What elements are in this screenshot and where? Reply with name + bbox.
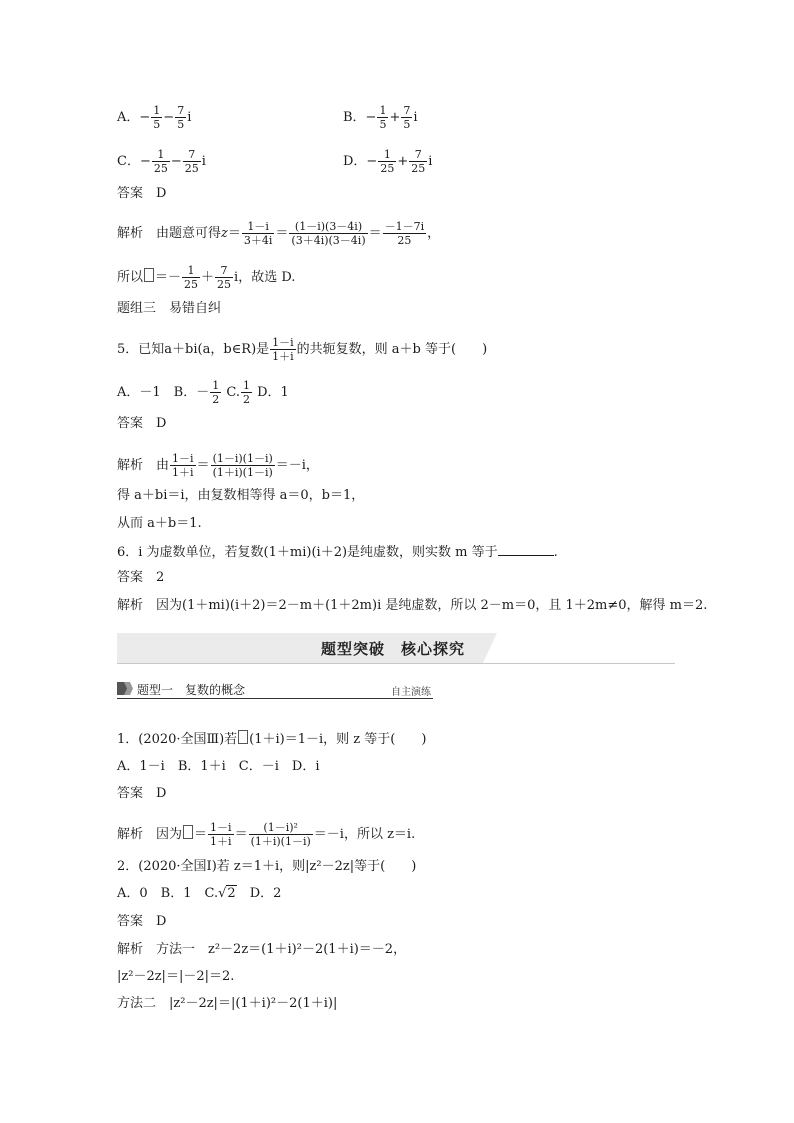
q4-option-a: A．− $\frac{1}{5}$ − $\frac{7}{5}$ i [117,104,192,131]
fraction: $\frac{\text{(1－i)²}}{(1+i)(1-i)}$ [250,821,311,848]
fraction: $\frac{7}{25}$ [217,264,232,291]
fraction: $\frac{7}{5}$ [177,104,185,131]
q4-conclusion: 所以 ＝－ $\frac{1}{25}$ ＋ $\frac{7}{25}$ i，故选 D. [117,264,296,291]
fraction: $\frac{1}{25}$ [153,148,168,175]
q4-option-b: B．− $\frac{1}{5}$ + $\frac{7}{5}$ i [343,104,418,131]
fraction: $\frac{1-i}{3+4i}$ [243,220,273,247]
q4-analysis: 解析 由题意可得z＝ $\frac{1-i}{3+4i}$ ＝ $\frac{(1-i)(3-4i)}{(3+4i)(3-4i)}$ ＝ $\frac{-1-7i}{25}$ ， [117,220,441,247]
fraction: $\frac{1-i}{1+i}$ [210,821,232,848]
q5-analysis-line3: 从而 a＋b＝1. [117,516,202,531]
conjugate-z-placeholder-icon [238,730,248,744]
q6-answer: 答案 2 [117,570,165,585]
p2-method1: 解析 方法一 z²－2z＝(1＋i)²－2(1＋i)＝－2， [117,942,407,957]
fraction: $\frac{-1-7i}{25}$ [384,220,425,247]
banner-title: 题型突破 核心探究 [320,640,465,658]
q5-answer: 答案 D [117,416,167,431]
q4-option-d: D．− $\frac{1}{25}$ + $\frac{7}{25}$ i [343,148,433,175]
fraction: $\frac{1}{5}$ [379,104,387,131]
fraction: $\frac{7}{25}$ [184,148,199,175]
banner-decoration [483,633,697,663]
conjugate-z-placeholder-icon [183,825,193,839]
q4-answer: 答案 D [117,186,167,201]
fraction: $\frac{1}{5}$ [153,104,161,131]
p2-answer: 答案 D [117,914,167,929]
p2-stem: 2．(2020·全国Ⅰ)若 z＝1＋i，则|z²－2z|等于( ) [117,859,417,874]
p1-analysis: 解析 因为 ＝ $\frac{1-i}{1+i}$ ＝ $\frac{\text{(1－i)²}}{(1+i)(1-i)}$ ＝－i，所以 z＝i. [117,821,416,848]
q4-option-c: C．− $\frac{1}{25}$ − $\frac{7}{25}$ i [117,148,206,175]
fraction: $\frac{7}{25}$ [411,148,426,175]
section-tag: 自主演练 [391,687,431,698]
p1-options: A．1－i B．1＋i C．－i D．i [117,759,320,774]
fraction: $\frac{1}{25}$ [184,264,199,291]
q5-analysis-line2: 得 a＋bi＝i，由复数相等得 a＝0，b＝1， [117,488,365,503]
p2-method2: 方法二 |z²－2z|＝|(1＋i)²－2(1＋i)| [117,996,338,1011]
fraction: $\frac{(1-i)(1-i)}{(1+i)(1-i)}$ [212,452,273,479]
section-banner [117,633,675,664]
fraction: $\frac{1}{25}$ [380,148,395,175]
p2-method1-result: |z²－2z|＝|－2|＝2. [117,969,235,984]
option-label: A．− [117,110,151,125]
p1-stem: 1．(2020·全国Ⅲ)若 (1＋i)＝1－i，则 z 等于( ) [117,732,427,747]
fraction: $\frac{7}{5}$ [403,104,411,131]
q5-analysis: 解析 由 $\frac{1-i}{1+i}$ ＝ $\frac{(1-i)(1-i)}{(1+i)(1-i)}$ ＝－i， [117,452,319,479]
conjugate-z-placeholder-icon [144,268,154,282]
p1-answer: 答案 D [117,786,167,801]
p2-options: A．0 B．1 C.√2 D．2 [117,886,282,901]
section-heading [117,680,433,699]
q6-analysis: 解析 因为(1＋mi)(i＋2)＝2－m＋(1＋2m)i 是纯虚数，所以 2－m＝0，且 1＋2m≠0，解得 m＝2. [117,598,708,613]
fraction: $\frac{1}{2}$ [212,379,220,406]
fraction: $\frac{(1-i)(3-4i)}{(3+4i)(3-4i)}$ [291,220,366,247]
q5-stem: 5．已知a＋bi(a，b∈R)是 $\frac{1-i}{1+i}$ 的共轭复数，则 a＋b 等于( ) [117,336,488,363]
section-title: 题型一 复数的概念 [137,683,246,697]
fraction: $\frac{1-i}{1+i}$ [272,336,294,363]
fraction: $\frac{1-i}{1+i}$ [172,452,194,479]
q5-options: A．－1 B．－ $\frac{1}{2}$ C. $\frac{1}{2}$ D．1 [117,379,289,406]
answer-blank [498,541,554,556]
q6-stem: 6．i 为虚数单位，若复数(1＋mi)(i＋2)是纯虚数，则实数 m 等于 . [117,541,558,563]
group-three-heading: 题组三 易错自纠 [117,301,222,316]
fraction: $\frac{1}{2}$ [242,379,250,406]
